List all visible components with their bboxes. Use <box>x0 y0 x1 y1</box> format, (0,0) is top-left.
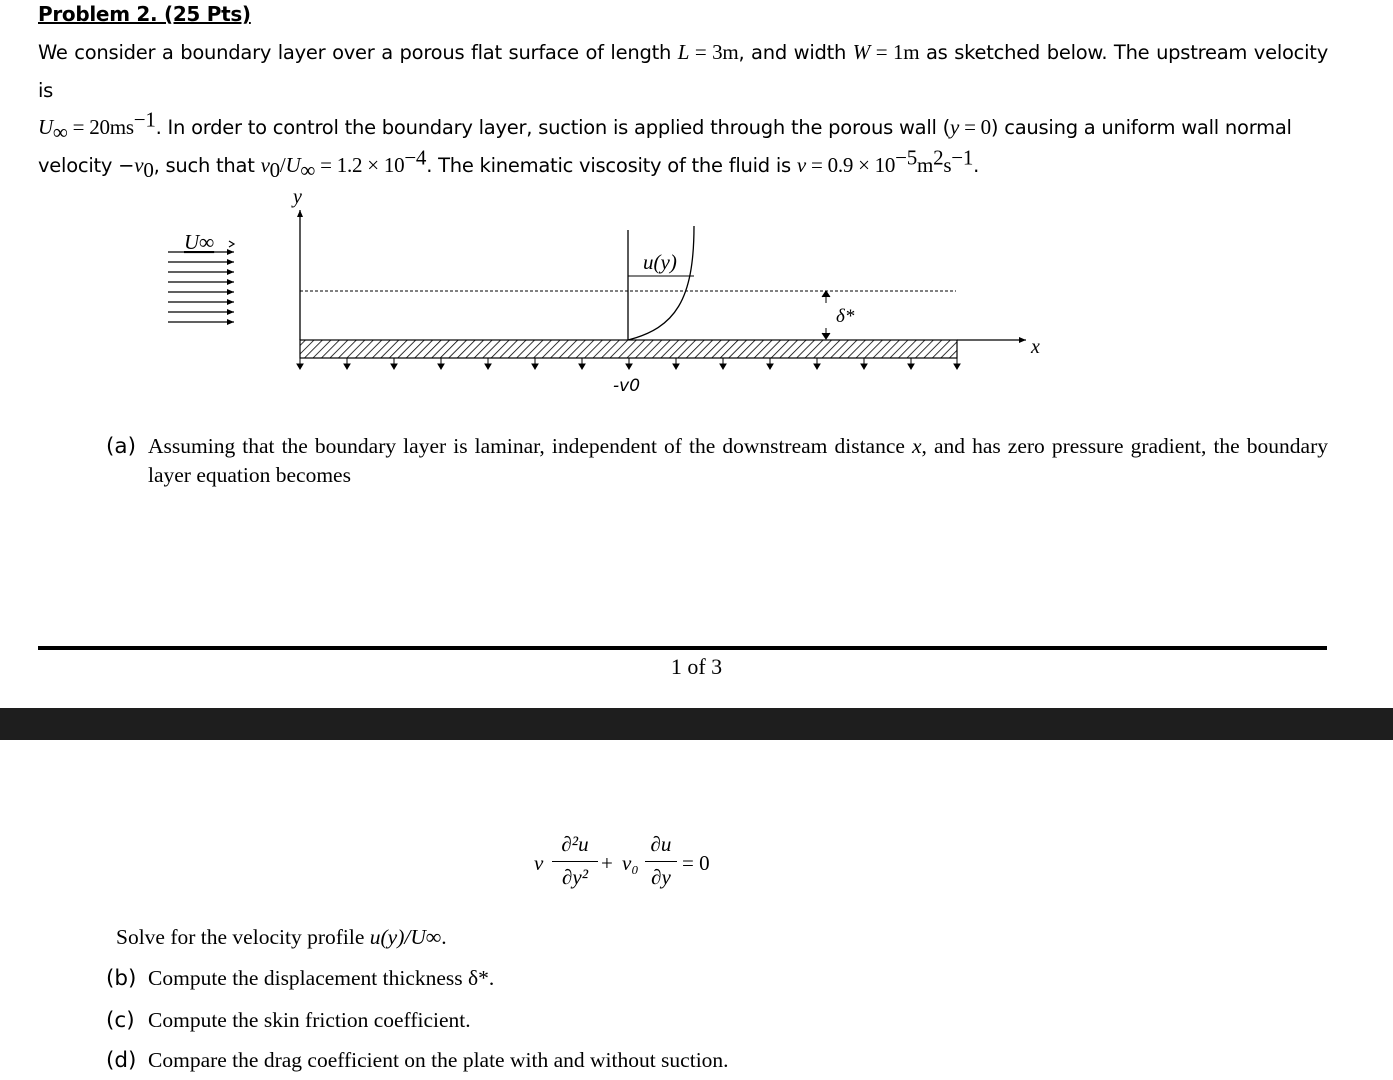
part-a-label: (a) <box>106 434 136 459</box>
part-a <box>106 432 1328 490</box>
eq-nu: ν <box>534 851 544 875</box>
intro-line-2: $U_\infty = 20ms^{-1}$. In order to control the boundary layer, suction is applied through the porous wall (y = 0) causing a uniform wall normal <box>38 107 1292 144</box>
boundary-layer-equation <box>534 832 734 894</box>
problem-statement <box>38 34 1328 184</box>
suction-label: -v0 <box>613 376 641 396</box>
eq-frac-line-2 <box>645 861 677 862</box>
problem-title: Problem 2. (25 Pts) <box>38 2 251 26</box>
part-b-text: Compute the displacement thickness δ*. <box>148 966 495 990</box>
x-axis-label: x <box>1031 336 1040 358</box>
part-b <box>106 966 494 991</box>
eq-du: ∂u <box>650 832 672 856</box>
eq-plus: + <box>601 851 613 875</box>
freestream-label-arrow-icon <box>229 241 234 247</box>
y-axis-label: y <box>293 186 302 208</box>
part-b-label: (b) <box>106 966 137 991</box>
part-c-label: (c) <box>106 1008 135 1033</box>
displacement-thickness-marker <box>822 291 855 339</box>
page-footer-rule <box>38 646 1327 650</box>
eq-equals-zero: = 0 <box>682 851 710 875</box>
part-d <box>106 1048 729 1073</box>
part-d-label: (d) <box>106 1048 137 1073</box>
suction-arrows <box>297 358 960 369</box>
eq-d2u: ∂²u <box>561 832 589 856</box>
porous-plate <box>300 340 957 358</box>
velocity-profile <box>628 226 694 340</box>
intro-line-3: velocity $-v_0$, such that $v_0/U_\infty = 1.2 \times 10^{-4}$. The kinematic viscosity of the fluid is $\nu = 0.9 \times 10^{-5}m^2s^{-1}$. <box>38 145 980 182</box>
part-d-text: Compare the drag coefficient on the plate with and without suction. <box>148 1048 729 1072</box>
part-c <box>106 1008 471 1033</box>
part-a-text: Assuming that the boundary layer is laminar, independent of the downstream distance x, and has zero pressure gradient, the boundary layer equation becomes <box>148 434 1328 487</box>
eq-dy: ∂y <box>651 865 671 889</box>
page-separator-bar <box>0 708 1393 740</box>
solve-instruction: Solve for the velocity profile u(y)/U∞. <box>116 925 447 949</box>
eq-dy2: ∂y² <box>562 865 588 889</box>
freestream-arrows <box>168 252 234 322</box>
displacement-label: δ* <box>836 306 855 327</box>
profile-label: u(y) <box>643 250 677 274</box>
freestream-label: U∞ <box>184 230 215 254</box>
boundary-layer-figure <box>0 180 1393 400</box>
eq-v0: v₀ <box>622 851 639 875</box>
page-number: 1 of 3 <box>670 654 723 679</box>
eq-frac-line-1 <box>552 861 598 862</box>
part-c-text: Compute the skin friction coefficient. <box>148 1008 471 1032</box>
intro-line-1: We consider a boundary layer over a porous flat surface of length L = 3m, and width W = 1m as sketched below. The upstream velocity is <box>38 40 1328 102</box>
